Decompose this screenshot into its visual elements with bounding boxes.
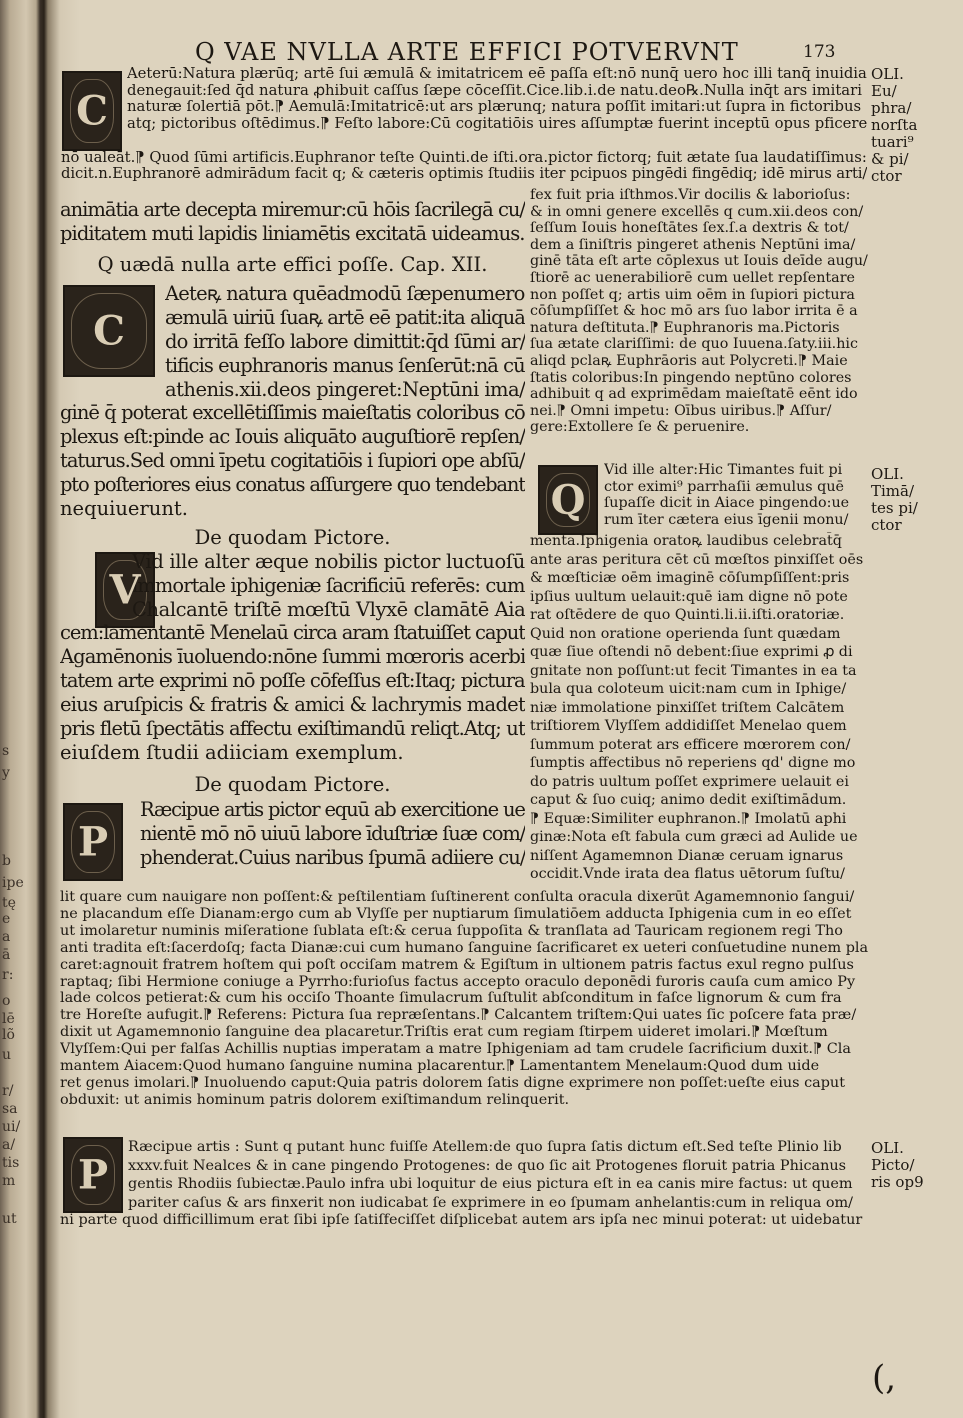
edge-fragment: tis xyxy=(2,1155,20,1171)
margin-note-line: ctor xyxy=(871,167,902,185)
text-line: ret genus imolari.⁋ Inuoluendo caput:Quia patris dolorem ſatis digne exprimere non poſſet:ueſte eius caput xyxy=(60,1074,845,1091)
right-commentary-a xyxy=(530,187,868,462)
text-line: occidit.Vnde irata dea flatus uētorum ſuſtu/ xyxy=(530,866,845,882)
edge-fragment: a xyxy=(2,929,11,945)
initial-letter: P xyxy=(77,818,109,866)
text-line: nei.⁋ Omni impetu: Oībus uiribus.⁋ Aſſur/ xyxy=(530,402,832,419)
text-line: non poſſet q; artis uim oēm in ſupiori pictura xyxy=(530,286,855,303)
edge-fragment: tę xyxy=(2,895,16,911)
bottom-commentary-last xyxy=(60,1211,868,1231)
text-line: dem a ſiniſtris pingeret athenis Neptūni ima/ xyxy=(530,236,856,253)
top-margin-note xyxy=(871,66,917,185)
text-line: Quid non oratione operienda ſunt quædam xyxy=(530,625,841,642)
edge-fragment: m xyxy=(2,1173,16,1189)
text-line: ne placandum eſſe Dianam:ergo cum ab Vlyſſe per nuptiarum ſimulatiōem adducta Iphigenia cum in eo eſſet xyxy=(60,905,852,922)
bottom-commentary-indented xyxy=(128,1138,868,1214)
initial-letter: V xyxy=(109,566,141,614)
text-line: gere:Extollere ſe & peruenire. xyxy=(530,419,750,436)
right-commentary-b-indented xyxy=(604,462,868,534)
text-line: denegauit:ſed q̄d natura ꝓhibuit caſſus ſæpe cōceſſit.Cice.lib.i.de natu.deo℞.Nulla inq̄t ars imitari xyxy=(127,81,862,99)
text-line: ſua ætate clariſſimi: de quo Iuuena.ſaty.iii.hic xyxy=(530,336,858,353)
margin-note-line: OLI. xyxy=(871,65,904,83)
right-margin-note-b xyxy=(871,466,918,534)
text-line: Ræcipue artis : Sunt q putant hunc fuiſſe Atellem:de quo ſupra ſatis dictum eſt.Sed teſte Plinio lib xyxy=(128,1139,842,1155)
margin-note-line: OLI. xyxy=(871,465,904,483)
text-line: ni parte quod difficillimum erat ſibi ipſe ſatiſfeciſſet diſplicebat autem ars ipſa nec minui poterat: ut uidebatur xyxy=(60,1212,863,1228)
text-line: ſtatis coloribus:In pingendo neptūno colores xyxy=(530,369,852,386)
text-line: natura deſtituta.⁋ Euphranoris ma.Pictoris xyxy=(530,319,840,336)
text-line: taturus.Sed omni īpetu cogitatiōis i ſupiori ope abſū/ xyxy=(60,448,525,472)
text-line: pris fletū ſpectātis affectu exiſtimandū reliqt.Atq; ut xyxy=(60,716,525,740)
text-line: aliqd pclaꝶ Euphrāoris aut Polycreti.⁋ Maie xyxy=(530,352,848,369)
edge-fragment: b xyxy=(2,853,11,869)
text-line: quæ ſiue oſtendi nō debent:ſiue exprimi ꝓ di xyxy=(530,644,853,660)
initial-letter: P xyxy=(77,1151,109,1199)
text-line: ginē tāta eſt arte cōplexus ut Iouis deīde augu/ xyxy=(530,253,868,270)
section-heading: De quodam Pictore. xyxy=(194,526,391,549)
text-line: niſſent Agamemnon Dianæ ceruam ignarus xyxy=(530,847,844,864)
text-line: obduxit: ut animis hominum patris dolorem exiſtimandum relinquerit. xyxy=(60,1091,570,1108)
text-line: ſupaſſe dicit in Aiace pingendo:ue xyxy=(604,495,850,512)
edge-fragment: ui/ xyxy=(2,1119,21,1135)
margin-note-line: Timā/ xyxy=(871,482,915,500)
running-head: Q VAE NVLLA ARTE EFFICI POTVERVNT xyxy=(195,38,739,66)
text-line: nō ualeāt.⁋ Quod ſūmi artificis.Euphranor teſte Quinti.de iſti.ora.pictor fictorq; fuit ætate ſua laudatiſſimus: xyxy=(61,149,867,166)
text-line: phenderat.Cuius naribus ſpumā adiiere cu/ xyxy=(140,845,525,869)
text-line: æmulā uiriū ſuaꝶ artē eē patit:ita aliquā xyxy=(165,305,525,329)
text-line: Vlyſſem:Qui per falſas Achillis nuptias imperatam a matre Iphigeniam ad tam crudele ſacrificium duxit.⁋ Cla xyxy=(60,1041,851,1058)
text-line: piditatem muti lapidis liniamētis excitatā uideamus. xyxy=(60,221,525,245)
text-line: menta.Iphigenia oratoꝶ laudibus celebrat̄q̄ xyxy=(530,533,842,549)
edge-fragment: ipe xyxy=(2,875,24,891)
catchword-mark: (, xyxy=(872,1358,897,1398)
text-line: ante aras peritura cēt cū mœſtos pinxiſſet oēs xyxy=(530,551,864,568)
text-line: rum īter cætera eius īgenii monu/ xyxy=(604,511,849,528)
edge-fragment: lē xyxy=(2,1011,15,1027)
text-line: ctor eximi⁹ parrhaſii æmulus quē xyxy=(604,478,844,495)
text-line: niæ immolatione pinxiſſet triſtem Calcātem xyxy=(530,699,845,716)
text-line: cōſumpſiſſet & hoc mō ars ſuo labor irrita ē a xyxy=(530,303,858,320)
margin-note-line: tes pi/ xyxy=(871,499,918,517)
text-line: do irritā feſſo labore dimittit:q̄d ſūmi ar/ xyxy=(165,329,525,353)
text-line: lade colcos petierat:& cum his occiſo Thoante ſimulacrum ſuſtulit abſconditum in faſce lignorum & cum fra xyxy=(60,990,842,1007)
margin-note-line: ris op9 xyxy=(871,1173,924,1191)
chapter-text xyxy=(60,401,525,523)
decorated-initial-top xyxy=(62,71,122,151)
chapter-heading: Q uædā nulla arte effici poſſe. Cap. XII. xyxy=(97,253,488,276)
text-line: plexus eſt:pinde ac Iouis aliquāto auguſtiorē repſen/ xyxy=(60,424,525,448)
edge-fragment: e xyxy=(2,911,11,927)
margin-note-line: ctor xyxy=(871,516,902,534)
text-line: ſtiorē ac uenerabiliorē cum uellet repſentare xyxy=(530,269,855,286)
text-line: lit quare cum nauigare non poſſent:& peſtilentiam ſuſtinerent conſulta oracula dixerūt Agamemnonio ſangui/ xyxy=(60,889,855,905)
folio-number: 173 xyxy=(803,42,836,62)
main-text-opening xyxy=(60,198,525,250)
initial-letter: C xyxy=(93,307,125,355)
text-line: ut imolaretur numinis miſeratione ſublata eſt:& cerua ſuppoſita & tranſlata ad Tauricam regionem regi Tho xyxy=(60,922,843,939)
text-line: bula qua coloteum uicit:nam cum in Iphige/ xyxy=(530,681,847,697)
right-commentary-b xyxy=(530,532,868,892)
text-line: atq; pictoribus oſtēdimus.⁋ Feſto labore:Cū cogitatiōis uires aſſumptæ fuerint inceptū opus pficere xyxy=(127,114,867,132)
margin-note-line: OLI. xyxy=(871,1139,904,1157)
section-heading-2: De quodam Pictore. xyxy=(194,773,391,796)
text-line: tificis euphranoris manus ſenſerūt:nā cū xyxy=(165,353,525,377)
text-line: caret:agnouit fratrem hoſtem qui poſt occiſam matrem & Egiſtum in ultionem patris factus exul regno pulſus xyxy=(60,956,854,973)
text-line: & mœſticiæ oēm imaginē cōſumpſiſſent:pris xyxy=(530,570,850,586)
text-line: adhibuit q ad exprimēdam maieſtatē eēnt ido xyxy=(530,386,858,403)
text-line: xxxv.fuit Nealces & in cane pingendo Protogenes: de quo ſic ait Protogenes floruit patria Phicanus xyxy=(128,1157,847,1174)
text-line: & in omni genere excellēs q cum.xii.deos con/ xyxy=(530,203,864,220)
text-line: dicit.n.Euphranorē admirādum facit q; & cæteris optimis ſtudiis iter pcipuos pingēdi fingēdiq; idē mirus arti/ xyxy=(61,165,867,183)
edge-fragment: s xyxy=(2,743,10,759)
margin-note-line: phra/ xyxy=(871,99,912,117)
text-line: nientē mō nō uiuū labore īduſtriæ ſuæ com/ xyxy=(140,821,525,845)
section-text-indented xyxy=(132,550,525,624)
edge-fragment: lõ xyxy=(2,1027,15,1043)
edge-fragment: ā xyxy=(2,947,11,963)
text-line: fex fuit pria iſthmos.Vir docilis & laborioſus: xyxy=(530,187,851,203)
chapter-text-indented xyxy=(165,282,525,404)
previous-page-edge xyxy=(0,0,40,1418)
decorated-initial-bottom xyxy=(63,1137,123,1213)
text-line: tatem arte exprimi nō poſſe cōfeſſus eſt:Itaq; pictura xyxy=(60,668,525,692)
margin-note-line: tuari⁹ xyxy=(871,133,914,151)
decorated-initial-chapter xyxy=(63,285,155,377)
text-line: nequiuerunt. xyxy=(60,496,188,520)
text-line: caput & ſuo cuiq; animo dedit exiſtimādum. xyxy=(530,792,847,808)
text-line: Vid ille alter æque nobilis pictor luctuoſū xyxy=(132,550,525,573)
decorated-initial-section-2 xyxy=(63,803,123,881)
text-line: do patris uultum poſſet exprimere uelauit ei xyxy=(530,773,849,790)
text-line: gentis Rhodiis ſubiectæ.Paulo infra ubi loquitur de eius pictura eſt in ea canis mire factus: ut quem xyxy=(128,1176,853,1192)
margin-note-line: norſta xyxy=(871,116,918,134)
text-line: anti tradita eſt:ſacerdoſq; facta Dianæ:cui cum humano ſanguine ſacrificaret ex ueteri conſuetudine nunem pla xyxy=(60,939,868,956)
edge-fragment: r/ xyxy=(2,1083,14,1099)
text-line: Aeterū:Natura plærūq; artē ſui æmulā & imitatricem eē paſſa eſt:nō nunq̄ uero hoc illi tanq̄ inuidia xyxy=(127,66,867,82)
text-line: Agamēnonis īuoluendo:nōne ſummi mœroris acerbi xyxy=(60,644,525,668)
text-line: ſeſſum Iouis honeſtātes ſex.ſ.a dextris & tot/ xyxy=(530,220,849,237)
text-line: rat oſtēdere de quo Quinti.li.ii.iſti.oratoriæ. xyxy=(530,607,845,623)
text-line: animātia arte decepta miremur:cū hōis ſacrilegā cu/ xyxy=(60,198,525,221)
top-commentary-overhang xyxy=(61,150,867,186)
edge-fragment: ut xyxy=(2,1211,17,1227)
text-line: ſummum poterat ars efficere mœrorem con/ xyxy=(530,736,851,753)
edge-fragment: y xyxy=(2,765,10,781)
text-line: Aeteꝶ natura quēadmodū ſæpenumero xyxy=(165,282,525,305)
initial-letter: C xyxy=(76,87,108,135)
initial-letter: Q xyxy=(550,476,586,524)
section-text-2 xyxy=(140,798,525,872)
text-line: mantem Aiacem:Quod humano ſanguine numina placarentur.⁋ Lamentantem Menelaum:Quod dum uide xyxy=(60,1058,820,1075)
edge-fragment: sa xyxy=(2,1101,18,1117)
text-line: Ræcipue artis pictor equū ab exercitione ue xyxy=(140,798,525,821)
text-line: ipſius uultum uelauit:quē iam digne nō pote xyxy=(530,588,848,605)
bottom-commentary xyxy=(60,889,868,1139)
text-line: athenis.xii.deos pingeret:Neptūni ima/ xyxy=(165,377,525,401)
text-line: pariter caſus & ars finxerit non iudicabat ſe exprimere in eo ſpumam anhelantis:cum in reliqua om/ xyxy=(128,1194,854,1211)
text-line: naturæ ſolertiā pōt.⁋ Aemulā:Imitatricē:ut ars plærunq; natura poſſit imitari:ut ſupra in fictoribus xyxy=(127,98,862,116)
text-line: gnitate non poſſunt:ut fecit Timantes in ea ta xyxy=(530,662,857,679)
text-line: raptaq; ſibi Hermione coniuge a Pyrrho:furioſus factus accepto oraculo deponēdi furoris cauſa cum amico Py xyxy=(60,973,856,990)
text-line: Chalcantē triſtē mœſtū Vlyxē clamātē Aia xyxy=(132,597,525,621)
text-line: cem:lamentantē Menelaū circa aram ſtatuiſſet caput xyxy=(60,621,525,644)
text-line: eiuſdem ſtudii adiiciam exemplum. xyxy=(60,740,404,764)
edge-fragment: a/ xyxy=(2,1137,16,1153)
edge-fragment: r: xyxy=(2,967,14,983)
text-line: Vid ille alter:Hic Timantes fuit pi xyxy=(604,462,843,478)
text-line: ginē q̄ poterat excellētiſſimis maieſtatis coloribus cō xyxy=(60,401,525,424)
margin-note-line: & pi/ xyxy=(871,150,909,168)
text-line: eius aruſpicis & fratris & amici & lachrymis madet xyxy=(60,692,525,716)
text-line: ginæ:Nota eſt fabula cum græci ad Aulide ue xyxy=(530,829,858,845)
margin-note-line: Eu/ xyxy=(871,82,897,100)
decorated-initial-right xyxy=(538,465,598,535)
text-line: immortale iphigeniæ ſacrificiū referēs: cum xyxy=(132,573,525,597)
edge-fragment: u xyxy=(2,1047,12,1063)
text-line: triſtiorem Vlyſſem addidiſſet Menelao quem xyxy=(530,718,847,734)
text-line: tre Horeſte aufugit.⁋ Referens: Pictura ſua repræſentans.⁋ Calcantem triſtem:Qui uates ſic poſcere fata præ/ xyxy=(60,1007,857,1024)
bottom-margin-note xyxy=(871,1140,924,1191)
edge-fragment: o xyxy=(2,993,11,1009)
text-line: pto poſteriores eius conatus aſſurgere quo tendebant xyxy=(60,472,525,496)
text-line: ⁋ Equæ:Similiter euphranon.⁋ Imolatū aphi xyxy=(530,810,847,827)
section-text xyxy=(60,621,525,768)
text-line: dixit ut Agamemnonio ſanguine dea placaretur.Triſtis erat cum regiam ſtirpem uideret imolari.⁋ Mœſtum xyxy=(60,1024,828,1041)
margin-note-line: Picto/ xyxy=(871,1156,915,1174)
text-line: ſumptis affectibus nō reperiens qd' digne mo xyxy=(530,755,856,771)
